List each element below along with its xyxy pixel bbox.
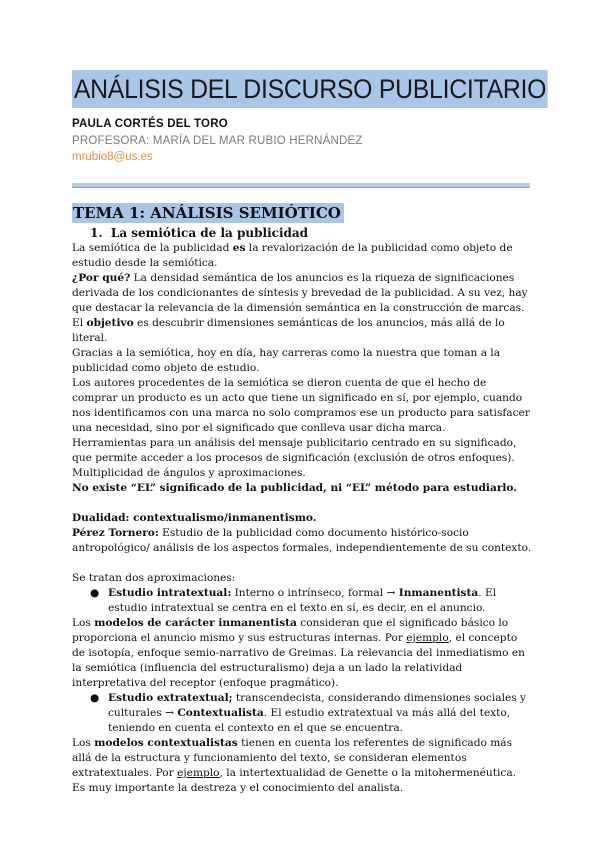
list-item [72,691,532,736]
bold-text: es [232,242,246,254]
spacer [72,496,532,511]
text: transcendecista, considerando dimensiones sociales y culturales [108,692,527,719]
bold-text: Estudio intratextual: [108,587,232,599]
divider-line [72,187,530,188]
subsection-heading [72,226,532,241]
text: consideran que el significado básico lo proporciona el anuncio mismo y sus estructuras internas. Por [72,617,509,644]
bold-text: ¿Por qué? [72,272,131,284]
bold-text: Pérez Tornero: [72,527,159,539]
text: El [72,317,87,329]
email-link[interactable]: mrubio8@us.es [72,151,153,163]
paragraph: Los autores procedentes de la semiótica se dieron cuenta de que el hecho de comprar un producto es un acto que tiene un significado en sí, por ejemplo, cuando nos identificamos con una marca no solo compramos ese un producto para satisfacer una necesidad, sino por el significado que conlleva usar dicha marca. [72,377,530,434]
paragraph [72,241,532,271]
paragraph: Se tratan dos aproximaciones: [72,572,236,584]
paragraph [72,316,532,346]
spacer [72,556,532,571]
text: , el concepto de isotopía, enfoque semio-narrativo de Greimas. La relevancia del inmediatismo en la semiótica (influencia del estructuralismo) deja a un lado la relatividad interpretativa del receptor (enfoque pragmático). [72,632,525,689]
bullet-icon: ● [90,587,100,599]
section-heading: TEMA 1: ANÁLISIS SEMIÓTICO [72,203,344,223]
list-item [72,586,532,616]
text: La densidad semántica de los anuncios es la riqueza de significaciones derivada de los condicionantes de síntesis y brevedad de la publicidad. A su vez, hay que destacar la relevancia de la dimensión semántica en la construcción de marcas. [72,272,528,314]
bold-text: modelos de carácter inmanentista [94,617,297,629]
paragraph [72,481,532,496]
text: es descubrir dimensiones semánticas de los anuncios, más allá de lo literal. [72,317,505,344]
arrow-right-icon: → [386,587,396,599]
bold-text: No existe “EL” significado de la publicidad, ni “EL” método para estudiarlo. [72,482,517,494]
document-title: ANÁLISIS DEL DISCURSO PUBLICITARIO [72,70,548,108]
text: . El estudio extratextual va más allá del texto, teniendo en cuenta el contexto en el que se encuentra. [108,707,511,734]
text: . El estudio intratextual se centra en el texto en sí, es decir, en el anuncio. [108,587,497,614]
paragraph [72,526,532,556]
text: tienen en cuenta los referentes de significado más allá de la estructura y funcionamiento del texto, se consideran elementos extratextuales. Por [72,737,513,779]
paragraph [72,511,532,526]
bold-text: objetivo [86,317,134,329]
paragraph [72,271,532,316]
bullet-icon: ● [90,692,100,704]
text: la revalorización de la publicidad como objeto de estudio desde la semiótica. [72,242,513,269]
bold-text: modelos contextualistas [94,737,238,749]
paragraph: Herramientas para un análisis del mensaje publicitario centrado en su significado, que permite acceder a los procesos de significación (exclusión de otros enfoques). [72,437,517,464]
professor-name: PROFESORA: MARÍA DEL MAR RUBIO HERNÁNDEZ [72,135,363,147]
subsection-number: 1. [90,226,103,240]
author-name: PAULA CORTÉS DEL TORO [72,118,228,130]
paragraph: Gracias a la semiótica, hoy en día, hay carreras como la nuestra que toman a la publicidad como objeto de estudio. [72,347,501,374]
bold-text: Contextualista [177,707,264,719]
paragraph [72,616,532,691]
bold-text: Dualidad: contextualismo/inmanentismo. [72,512,317,524]
text: Estudio de la publicidad como documento histórico-socio antropológico/ análisis de los aspectos formales, independientemente de su contexto. [72,527,532,554]
text: Los [72,737,95,749]
bold-text: Inmanentista [398,587,479,599]
text: , la intertextualidad de Genette o la mitohermenéutica. Es muy importante la destreza y el conocimiento del analista. [72,767,517,794]
underlined-text: ejemplo [406,632,449,644]
paragraph: Multiplicidad de ángulos y aproximaciones. [72,467,306,479]
bold-text: Estudio extratextual; [108,692,233,704]
text: La semiótica de la publicidad [72,242,233,254]
arrow-right-icon: → [165,707,174,719]
text: Los [72,617,95,629]
paragraph [72,736,532,796]
body-text [72,226,532,796]
subsection-title: La semiótica de la publicidad [110,226,309,240]
underlined-text: ejemplo [177,767,220,779]
text: Interno o intrínseco, formal [231,587,387,599]
title-container [72,70,589,108]
